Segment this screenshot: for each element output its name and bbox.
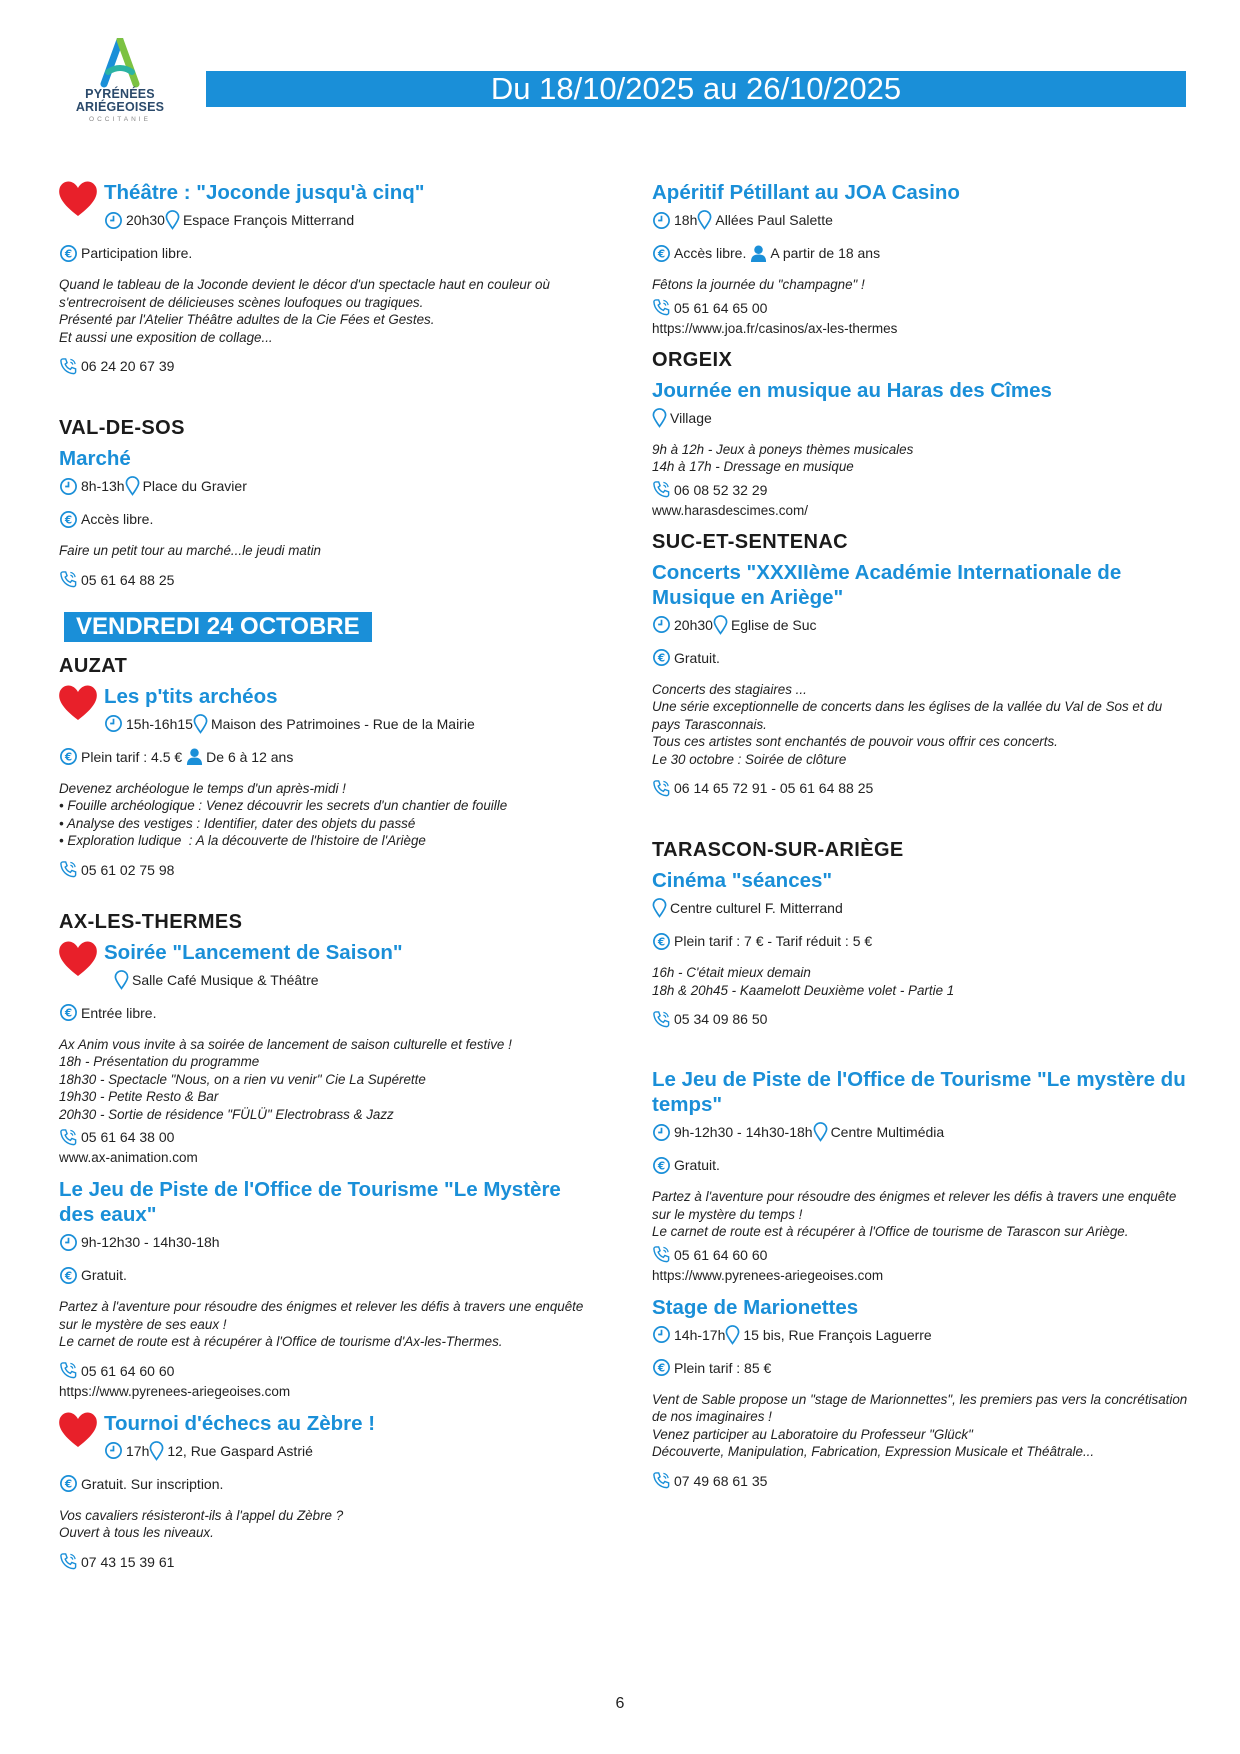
event-place: Salle Café Musique & Théâtre [132,971,319,988]
event-schedule [59,1232,599,1252]
event-aperitif-joa-casino [652,180,1192,338]
event-time: 9h-12h30 - 14h30-18h [674,1124,813,1140]
event-time: 8h-13h [81,478,125,494]
event-time: 20h30 [674,616,713,633]
euro-icon [59,1003,78,1022]
date-range-banner: Du 18/10/2025 au 26/10/2025 [206,71,1186,107]
event-phone-line [652,778,1192,798]
day-heading-vendredi: VENDREDI 24 OCTOBRE [64,612,372,642]
event-title: Stage de Marionettes [652,1295,859,1319]
event-schedule [59,476,599,496]
svg-text:€: € [657,935,666,948]
location-pin-icon [813,1122,828,1142]
svg-text:€: € [64,1478,73,1491]
event-theatre-joconde [59,180,599,376]
svg-text:€: € [64,751,73,764]
event-website-link[interactable]: https://www.pyrenees-ariegeoises.com [59,1383,291,1399]
clock-icon [652,1123,671,1142]
event-description: Partez à l'aventure pour résoudre des énigmes et relever les défis à travers une enquête sur le mystère de ses eaux ! Le carnet de route est à récupérer à l'Office de tourisme d'Ax-les-Thermes. [59,1299,584,1349]
phone-icon [652,480,671,499]
heart-icon [56,1409,100,1449]
event-title: Le Jeu de Piste de l'Office de Tourisme "Le Mystère des eaux" [59,1178,561,1226]
svg-text:€: € [64,247,73,260]
euro-icon [59,1474,78,1493]
clock-icon [652,615,671,634]
event-price-line [652,1358,1192,1378]
event-schedule [652,615,1192,635]
event-time: 15h-16h15 [126,715,193,732]
event-description: Quand le tableau de la Joconde devient le décor d'un spectacle haut en couleur où s'entrecroisent de délicieuses scènes loufoques ou tragiques. Présenté par l'Atelier Théâtre adultes de la Cie Fées et Gestes. Et aussi une exposition de collage... [59,277,550,345]
event-phone-line [59,570,599,590]
event-website-link[interactable]: https://www.pyrenees-ariegeoises.com [652,1267,884,1283]
event-title: Cinéma "séances" [652,869,833,892]
event-website-link[interactable]: www.ax-animation.com [59,1150,198,1165]
event-place: Village [670,409,712,426]
location-pin-icon [652,898,667,918]
logo-a-icon [98,38,142,88]
event-price-line [652,648,1192,668]
svg-text:€: € [64,1007,73,1020]
phone-icon [652,298,671,317]
event-title: Soirée "Lancement de Saison" [104,940,403,964]
euro-icon [59,1266,78,1285]
clock-icon [104,1441,123,1460]
event-time: 9h-12h30 - 14h30-18h [81,1234,220,1250]
event-time: 18h [674,212,698,228]
event-description: Vent de Sable propose un "stage de Marionnettes", les premiers pas vers la concrétisation de nos imaginaires ! Venez participer au Laboratoire du Professeur "Glück" Découverte, Manipulation, Fabrication, Expression Musicale et Théâtrale... [652,1391,1188,1459]
event-title: Concerts "XXXIIème Académie Internationale de Musique en Ariège" [652,560,1122,609]
event-phone-line [652,480,1192,500]
event-place: Allées Paul Salette [715,212,833,228]
event-description: 9h à 12h - Jeux à poneys thèmes musicales 14h à 17h - Dressage en musique [652,441,914,474]
clock-icon [652,211,671,230]
location-pin-icon [114,970,129,990]
svg-text:€: € [64,1269,73,1282]
left-column [59,180,599,1585]
event-description: Concerts des stagiaires ... Une série exceptionnelle de concerts dans les églises de la vallée du Val de Sos et du pays Tarasconnais. Tous ces artistes sont enchantés de pouvoir vous offrir ces concerts. Le 30 octobre : Soirée de clôture [652,681,1163,767]
event-place: Espace François Mitterrand [182,212,355,228]
event-schedule [652,408,1192,428]
phone-icon [59,1361,78,1380]
logo-text-ariegeoises: ARIÉGEOISES [75,100,165,114]
event-jeu-de-piste-eaux [59,1177,599,1401]
event-description: Vos cavaliers résisteront-ils à l'appel du Zèbre ? Ouvert à tous les niveaux. [59,1507,344,1540]
event-academie-musique [652,530,1192,799]
event-description: Partez à l'aventure pour résoudre des énigmes et relever les défis à travers une enquête sur le mystère du temps ! Le carnet de route est à récupérer à l'Office de tourisme de Tarascon sur Ariège. [652,1189,1177,1239]
phone-icon [652,779,671,798]
location-pin-icon [193,714,208,734]
event-place: Maison des Patrimoines - Rue de la Mairie [210,715,475,732]
event-description: Ax Anim vous invite à sa soirée de lancement de saison culturelle et festive ! 18h - Présentation du programme 18h30 - Spectacle "Nous, on a rien vu venir" Cie La Supérette 19h30 - Petite Resto & Bar 20h30 - Sortie de résidence "FÜLÜ" Electrobrass & Jazz [59,1036,512,1122]
event-phone-line [652,1245,1192,1265]
town-name: SUC-ET-SENTENAC [652,530,849,553]
event-place: Centre culturel F. Mitterrand [670,900,843,916]
phone-icon [652,1471,671,1490]
clock-icon [59,477,78,496]
town-name: VAL-DE-SOS [59,417,185,439]
event-price-line [59,1265,599,1285]
location-pin-icon [697,210,712,230]
event-phone[interactable]: 07 43 15 39 61 [81,1553,175,1570]
event-schedule [652,898,1192,918]
event-price-line [59,1474,599,1494]
event-phone[interactable]: 05 61 64 65 00 [674,299,768,316]
event-time: 14h-17h [674,1326,726,1343]
event-price: Gratuit. [674,649,720,666]
town-name: TARASCON-SUR-ARIÈGE [652,839,904,861]
event-phone-line [59,1361,599,1381]
event-schedule [59,714,599,734]
event-price: Entrée libre. [81,1004,157,1021]
location-pin-icon [725,1325,740,1345]
event-schedule [59,970,599,990]
event-marche-val-de-sos [59,416,599,590]
event-price: Participation libre. [81,245,193,261]
right-column [652,180,1192,1504]
svg-text:€: € [657,1159,666,1172]
event-soiree-lancement-saison [59,910,599,1168]
event-haras-des-cimes [652,348,1192,520]
event-price-line [59,509,599,529]
svg-text:€: € [657,1362,666,1375]
clock-icon [104,211,123,230]
event-schedule [59,1441,599,1461]
logo-text-occitanie: OCCITANIE [89,116,151,123]
euro-icon [59,747,78,766]
event-description: 16h - C'était mieux demain 18h & 20h45 - Kaamelott Deuxième volet - Partie 1 [652,965,955,998]
event-place: 15 bis, Rue François Laguerre [743,1326,932,1343]
event-phone[interactable]: 06 14 65 72 91 - 05 61 64 88 25 [674,780,874,796]
event-price-line [59,1003,599,1023]
event-stage-marionettes [652,1295,1192,1491]
town-name: ORGEIX [652,348,733,371]
heart-icon [56,682,100,722]
event-price-line [652,1155,1192,1175]
event-title: Journée en musique au Haras des Cîmes [652,378,1052,402]
event-price-line [59,747,599,767]
euro-icon [652,244,671,263]
event-title: Apéritif Pétillant au JOA Casino [652,181,960,204]
event-time: 20h30 [126,212,165,228]
location-pin-icon [713,615,728,635]
person-age-icon [186,747,203,766]
event-price: Plein tarif : 85 € [674,1359,772,1376]
event-phone-line [59,356,599,376]
event-schedule [652,1122,1192,1142]
event-place: Place du Gravier [142,478,247,494]
event-phone[interactable]: 05 61 64 88 25 [81,571,175,588]
event-price: Gratuit. Sur inscription. [81,1475,224,1492]
event-price: Plein tarif : 7 € - Tarif réduit : 5 € [674,933,873,949]
event-phone-line [59,1127,599,1147]
event-price: Accès libre. [674,245,747,261]
phone-icon [59,1128,78,1147]
event-ptits-archeos [59,654,599,880]
event-time: 17h [126,1442,150,1459]
event-schedule [652,1325,1192,1345]
event-schedule [652,210,1192,230]
euro-icon [652,1156,671,1175]
event-price-line [652,931,1192,951]
event-phone[interactable]: 05 61 02 75 98 [81,861,175,878]
event-phone-line [59,1552,599,1572]
clock-icon [104,714,123,733]
event-phone-line [59,860,599,880]
event-place: Eglise de Suc [730,616,817,633]
event-title: Tournoi d'échecs au Zèbre ! [104,1411,376,1435]
event-phone[interactable]: 06 08 52 32 29 [674,481,768,498]
svg-text:€: € [657,652,666,665]
clock-icon [652,1325,671,1344]
logo-text-pyrenees: PYRÉNÉES [85,87,155,101]
heart-icon [56,938,100,978]
event-price-line [652,243,1192,263]
event-price: Gratuit. [81,1267,127,1283]
town-name: AX-LES-THERMES [59,910,243,933]
event-jeu-de-piste-temps [652,1067,1192,1285]
phone-icon [59,1552,78,1571]
event-phone[interactable]: 05 34 09 86 50 [674,1011,768,1027]
event-price: Gratuit. [674,1157,720,1173]
euro-icon [652,1358,671,1377]
person-age-icon [750,244,767,263]
event-place: 12, Rue Gaspard Astrié [167,1442,313,1459]
event-phone-line [652,298,1192,318]
heart-icon [56,178,100,218]
euro-icon [652,648,671,667]
event-phone[interactable]: 05 61 64 60 60 [674,1246,768,1263]
event-title: Les p'tits archéos [104,684,278,708]
event-description: Fêtons la journée du "champagne" ! [652,277,865,292]
euro-icon [652,932,671,951]
phone-icon [59,570,78,589]
event-title: Marché [59,447,131,470]
location-pin-icon [149,1441,164,1461]
event-age: A partir de 18 ans [770,245,881,261]
event-website-link[interactable]: www.harasdescimes.com/ [652,502,809,518]
event-website-link[interactable]: https://www.joa.fr/casinos/ax-les-thermes [652,320,898,336]
event-price-line [59,243,599,263]
page-number: 6 [615,1695,625,1712]
event-place: Centre Multimédia [830,1124,945,1140]
event-phone[interactable]: 05 61 64 38 00 [81,1129,175,1145]
event-phone[interactable]: 07 49 68 61 35 [674,1472,768,1489]
phone-icon [652,1245,671,1264]
svg-text:€: € [657,247,666,260]
location-pin-icon [125,476,140,496]
event-title: Le Jeu de Piste de l'Office de Tourisme "Le mystère du temps" [652,1068,1186,1116]
event-description: Faire un petit tour au marché...le jeudi matin [59,543,321,558]
event-phone[interactable]: 06 24 20 67 39 [81,358,175,374]
clock-icon [59,1233,78,1252]
event-title: Théâtre : "Joconde jusqu'à cinq" [104,181,425,204]
event-phone-line [652,1471,1192,1491]
event-price: Plein tarif : 4.5 € [81,748,183,765]
phone-icon [59,357,78,376]
euro-icon [59,244,78,263]
svg-text:€: € [64,513,73,526]
location-pin-icon [165,210,180,230]
town-name: AUZAT [59,654,128,677]
event-price: Accès libre. [81,511,154,527]
phone-icon [652,1010,671,1029]
event-schedule [59,210,599,230]
pyrenees-ariegeoises-logo [70,38,170,123]
event-age: De 6 à 12 ans [206,748,294,765]
euro-icon [59,510,78,529]
event-phone-line [652,1009,1192,1029]
location-pin-icon [652,408,667,428]
event-phone[interactable]: 05 61 64 60 60 [81,1362,175,1379]
event-description: Devenez archéologue le temps d'un après-midi ! • Fouille archéologique : Venez découvrir les secrets d'un chantier de fouille • Analyse des vestiges : Identifier, dater des objets du passé • Exploration ludique : A la découverte de l'histoire de l'Ariège [59,780,508,848]
event-tournoi-echecs [59,1411,599,1572]
event-cinema-seances [652,838,1192,1029]
phone-icon [59,860,78,879]
